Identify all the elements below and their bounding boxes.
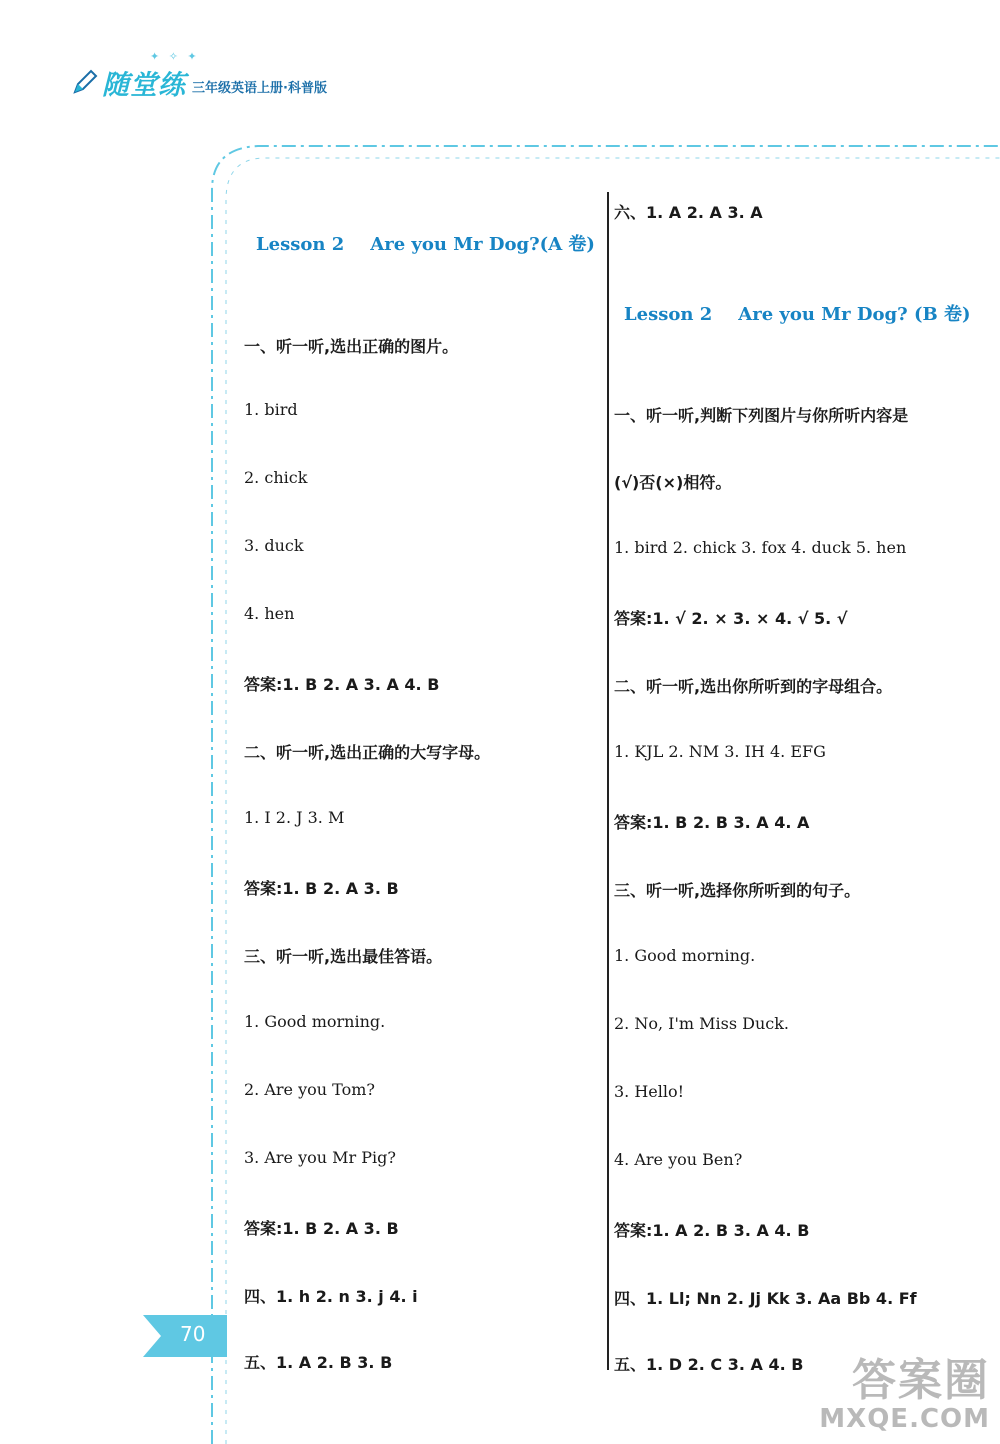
lesson-title: Are you Mr Dog?(A 卷)	[370, 234, 595, 255]
watermark	[819, 1344, 990, 1434]
list-item: 4. Are you Ben?	[614, 1150, 743, 1169]
list-item: 4. hen	[244, 604, 295, 623]
list-item: 2. Are you Tom?	[244, 1080, 375, 1099]
answer-line: 答案:1. B 2. A 3. B	[244, 1219, 399, 1238]
watermark-url: MXQE.COM	[819, 1404, 990, 1434]
list-item: 2. chick	[244, 468, 308, 487]
list-item: 1. bird	[244, 400, 298, 419]
section-title: 二、听一听,选出你所听到的字母组合。	[614, 677, 893, 696]
answer-line: 五、1. D 2. C 3. A 4. B	[614, 1355, 804, 1374]
answer-line: 四、1. Ll; Nn 2. Jj Kk 3. Aa Bb 4. Ff	[614, 1289, 917, 1308]
answer-line: 答案:1. A 2. B 3. A 4. B	[614, 1221, 810, 1240]
section-title: 二、听一听,选出正确的大写字母。	[244, 743, 491, 762]
section-title: 一、听一听,判断下列图片与你所听内容是	[614, 406, 909, 425]
lesson-prefix: Lesson 2	[624, 304, 713, 325]
answer-line: 答案:1. √ 2. × 3. × 4. √ 5. √	[614, 609, 848, 628]
list-item: 2. No, I'm Miss Duck.	[614, 1014, 790, 1033]
page-number: 70	[180, 1322, 206, 1346]
answer-line: 答案:1. B 2. B 3. A 4. A	[614, 813, 810, 832]
list-item: 3. Hello!	[614, 1082, 685, 1101]
lesson-heading-b	[624, 300, 970, 326]
section-title: 一、听一听,选出正确的图片。	[244, 337, 459, 356]
list-item: 1. Good morning.	[244, 1012, 386, 1031]
lesson-title: Are you Mr Dog? (B 卷)	[738, 304, 971, 325]
list-item: 3. Are you Mr Pig?	[244, 1148, 396, 1167]
list-item: 1. KJL 2. NM 3. IH 4. EFG	[614, 742, 826, 761]
sparkle-decoration: ✦ ✧ ✦	[150, 50, 200, 63]
lesson-prefix: Lesson 2	[256, 234, 345, 255]
book-subtitle: 三年级英语上册·科普版	[192, 80, 327, 96]
brand-title: 随堂练	[102, 69, 186, 101]
watermark-main: 答案圈	[852, 1355, 990, 1406]
answer-line: 答案:1. B 2. A 3. A 4. B	[244, 675, 440, 694]
column-divider	[607, 192, 609, 1370]
page-header	[72, 62, 327, 102]
lesson-heading-a	[256, 230, 595, 256]
pencil-icon	[72, 69, 98, 95]
list-item: 3. duck	[244, 536, 304, 555]
answer-line: 五、1. A 2. B 3. B	[244, 1353, 393, 1372]
section-title-cont: (√)否(×)相符。	[614, 473, 732, 492]
list-item: 1. Good morning.	[614, 946, 756, 965]
section-title: 三、听一听,选择你所听到的句子。	[614, 881, 861, 900]
list-item: 1. bird 2. chick 3. fox 4. duck 5. hen	[614, 538, 907, 557]
answer-line: 四、1. h 2. n 3. j 4. i	[244, 1287, 418, 1306]
section-title: 三、听一听,选出最佳答语。	[244, 947, 443, 966]
answer-line: 答案:1. B 2. A 3. B	[244, 879, 399, 898]
list-item: 1. I 2. J 3. M	[244, 808, 345, 827]
answer-line: 六、1. A 2. A 3. A	[614, 203, 763, 222]
